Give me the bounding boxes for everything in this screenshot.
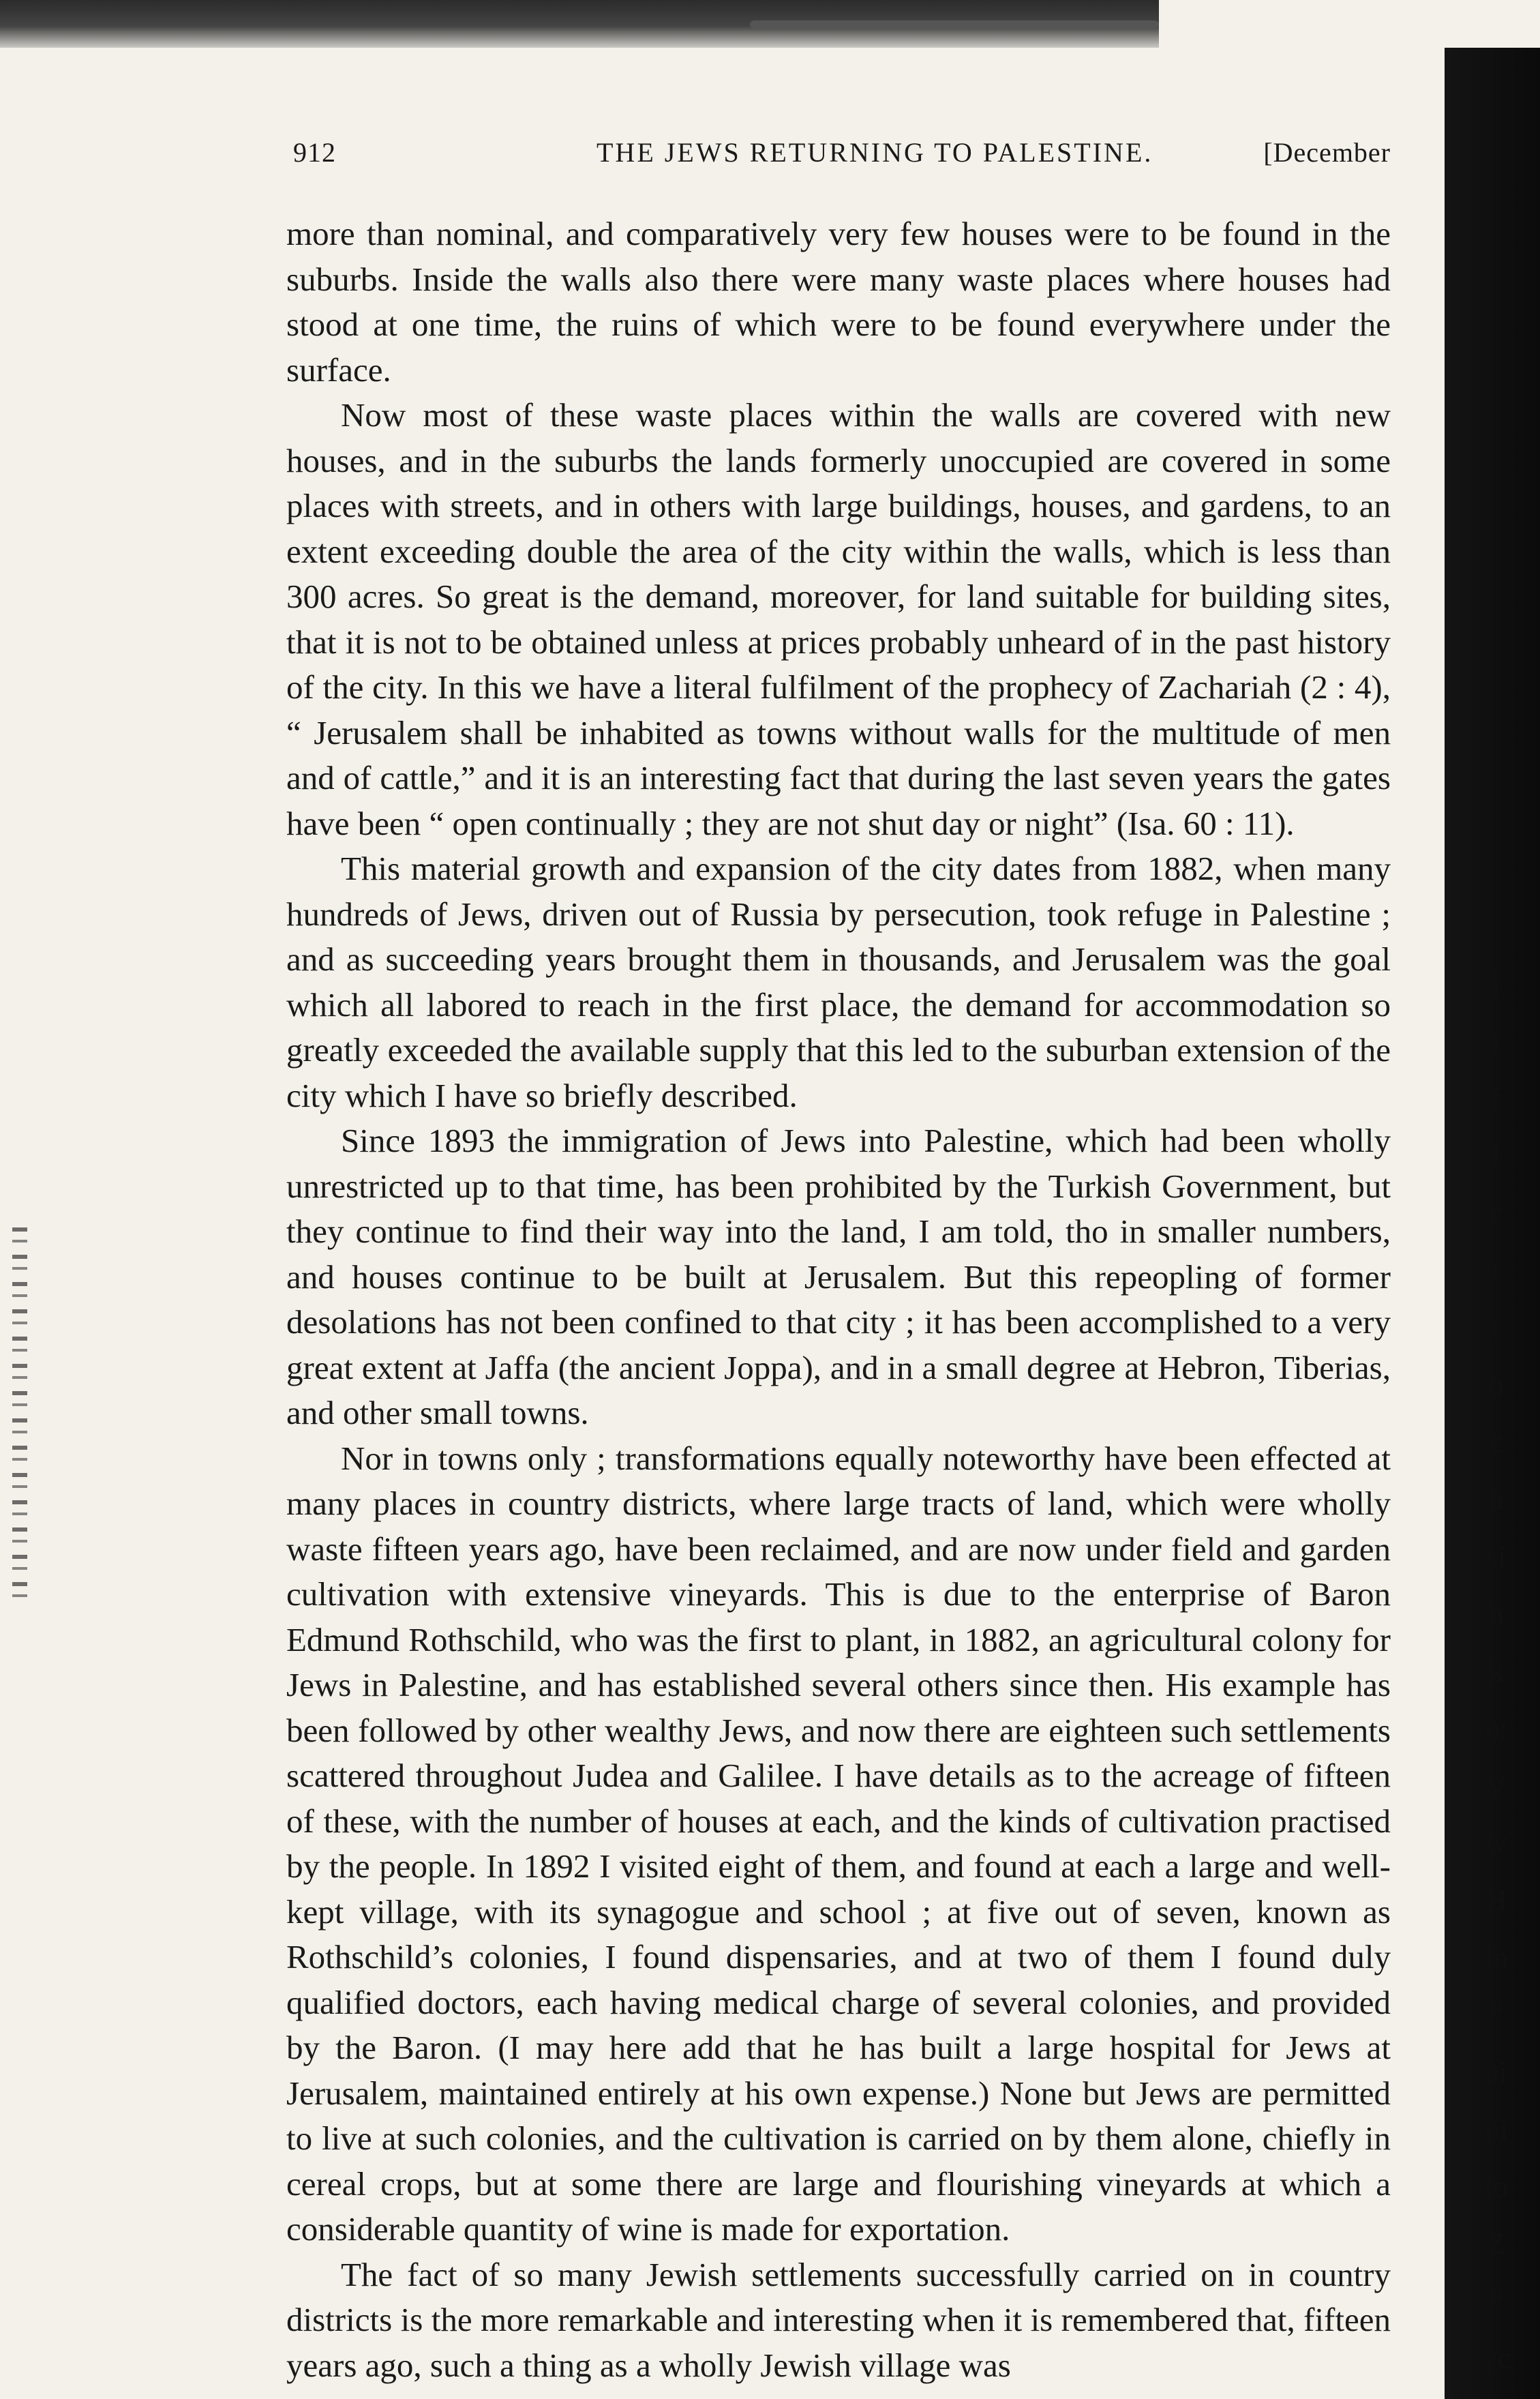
margin-fragment: o <box>1489 1368 1504 1401</box>
book-page <box>286 136 1391 2384</box>
margin-fragment: “ <box>1490 2284 1503 2318</box>
margin-fragment: f <box>1491 1082 1502 1115</box>
paragraph-1: more than nominal, and comparatively very few houses were to be found in the suburbs. Inside the walls also there were many waste places where houses had stood at one time, the ruins of which were to be found everywhere under the surface. <box>286 215 1391 389</box>
margin-fragment: yc <box>1482 2342 1511 2375</box>
running-title: THE JEWS RETURNING TO PALESTINE. <box>597 137 1153 168</box>
margin-fragment: j <box>1492 967 1501 1000</box>
scan-speckle <box>12 1227 27 1609</box>
body-text <box>286 211 1391 2388</box>
margin-fragment: i <box>1492 1024 1501 1058</box>
margin-fragment: to <box>1484 2170 1509 2203</box>
margin-fragment: si <box>1486 1540 1507 1573</box>
margin-fragment: c <box>1490 1425 1503 1459</box>
margin-fragment: ai <box>1485 2055 1507 2089</box>
paragraph-4: Since 1893 the immigration of Jews into Palestine, which had been wholly unrestricted up to that time, has been prohibited by the Turkish Government, but they continue to find their way into the land, I am told, tho in smaller numbers, and houses continue to be built at Jerusalem. But this repeopling of former desolations has not been confined to that city ; it has been accomplished to a very great extent at Jaffa (the ancient Joppa), and in a small degree at Hebron, Tiberias, and other small towns. <box>286 1122 1391 1431</box>
paragraph-2: Now most of these waste places within the walls are covered with new houses, and in the suburbs the lands formerly unoccupied are covered in some places with streets, and in others with large buildings, houses, and gardens, to an extent exceeding double the area of the city within the walls, which is less than 300 acres. So great is the demand, moreover, for land suitable for building sites, that it is not to be obtained unless at prices probably unheard of in the past history of the city. In this we have a literal fulfilment of the prophecy of Zachariah (2 : 4), “ Jerusalem shall be inhabited as towns without walls for the multitude of men and of cattle,” and it is an interesting fact that during the last seven years the gates have been “ open continually ; they are not shut day or night” (Isa. 60 : 11). <box>286 396 1391 842</box>
margin-fragment: o: <box>1484 1712 1509 1745</box>
margin-fragment: pi <box>1484 2113 1509 2146</box>
page-number: 912 <box>293 137 336 168</box>
margin-fragment: “ <box>1490 1998 1503 2031</box>
paragraph-3: This material growth and expansion of the city dates from 1882, when many hundreds of Jews, driven out of Russia by persecution, took refuge in Palestine ; and as succeeding years brought them in thousands, and Jerusalem was the goal which all labored to reach in the first place, the demand for accommodation so greatly exceeded the available supply that this led to the suburban extension of the city which I have so briefly described. <box>286 850 1391 1114</box>
paragraph-5: Nor in towns only ; transformations equally noteworthy have been effected at many places in country districts, where large tracts of land, which were wholly waste fifteen years ago, have been reclaimed, and are now under field and garden cultivation with extensive vineyards. This is due to the enterprise of Baron Edmund Rothschild, who was the first to plant, in 1882, an agricultural colony for Jews in Palestine, and has established several others since then. His example has been followed by other wealthy Jews, and now there are eighteen such settlements scattered throughout Judea and Galilee. I have details as to the acreage of fifteen of these, with the number of houses at each, and the kinds of cultivation practised by the people. In 1892 I visited eight of them, and found at each a large and well-kept village, with its synagogue and school ; at five out of seven, known as Rothschild’s colonies, I found dispensaries, and at two of them I found duly qualified doctors, each having medical charge of several colonies, and provided by the Baron. (I may here add that he has built a large hospital for Jews at Jerusalem, maintained entirely at his own expense.) None but Jews are permitted to live at such colonies, and the cultivation is carried on by them alone, chiefly in cereal crops, but at some there are large and flourishing vineyards at which a considerable quantity of wine is made for exportation. <box>286 1439 1391 2248</box>
margin-fragment: in <box>1484 1941 1509 1974</box>
margin-fragment: H <box>1485 1883 1507 1917</box>
margin-fragment: a <box>1490 1482 1503 1516</box>
margin-fragment: w <box>1485 1826 1507 1860</box>
margin-fragment: Z <box>1487 2227 1506 2261</box>
running-date: [December <box>1263 137 1391 168</box>
paragraph-6: The fact of so many Jewish settlements successfully carried on in country districts is the more remarkable and interesting when it is remembered that, fifteen years ago, such a thing as a wholly Jewish village was <box>286 2255 1391 2384</box>
margin-fragment: I <box>1491 1139 1502 1172</box>
scan-shadow-bar <box>0 0 1159 48</box>
margin-fragment: c <box>1490 1196 1503 1230</box>
margin-fragment: h <box>1489 1597 1504 1630</box>
margin-fragment: t <box>1492 1311 1501 1344</box>
margin-fragment: t <box>1492 1253 1501 1287</box>
margin-fragment: V <box>1485 1769 1507 1802</box>
margin-fragment: k <box>1489 1654 1504 1688</box>
facing-page-fragments <box>1473 962 1520 2394</box>
running-head <box>286 136 1391 191</box>
